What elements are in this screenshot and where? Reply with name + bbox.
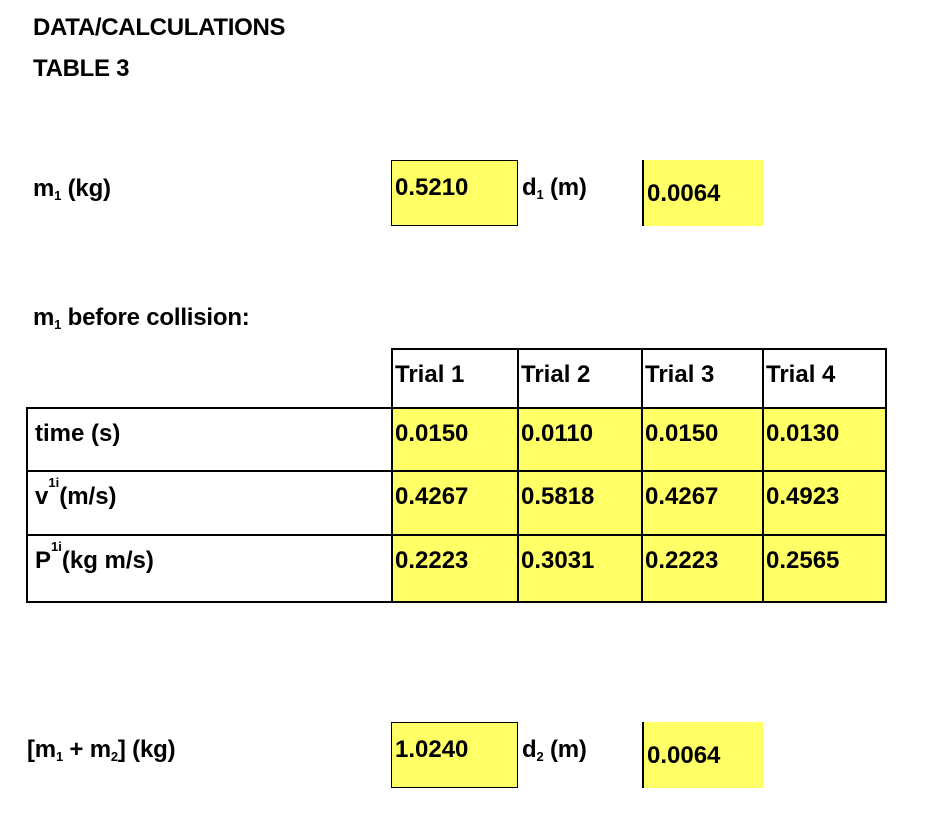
table-border-row-1 xyxy=(26,470,887,472)
d2-label: $d_2$ (m) xyxy=(522,736,587,764)
d1-value-cell[interactable] xyxy=(642,160,763,226)
momentum-trial-3[interactable]: 0.2223 xyxy=(642,535,763,602)
row-label-time: time (s) xyxy=(35,420,121,447)
page-title: DATA/CALCULATIONS xyxy=(33,14,286,41)
combined-mass-value: 1.0240 xyxy=(395,736,469,763)
table-border-top xyxy=(391,348,887,350)
time-trial-1[interactable]: 0.0150 xyxy=(392,408,518,471)
time-trial-4[interactable]: 0.0130 xyxy=(763,408,886,471)
table-border-right xyxy=(885,348,887,603)
row-label-momentum: P 1i (kg m/s) xyxy=(35,539,154,574)
velocity-trial-1[interactable]: 0.4267 xyxy=(392,471,518,535)
velocity-trial-3[interactable]: 0.4267 xyxy=(642,471,763,535)
table-border-row-2 xyxy=(26,534,887,536)
column-header-trial-2: Trial 2 xyxy=(521,361,591,388)
d1-label: $d_1$ (m) xyxy=(522,174,587,202)
table-border-header-bottom xyxy=(26,407,887,409)
section-label: $m_1$ before collision: xyxy=(33,304,250,332)
table-border-col-1 xyxy=(391,348,393,603)
time-trial-3[interactable]: 0.0150 xyxy=(642,408,763,471)
table-border-col-2 xyxy=(517,348,519,603)
column-header-trial-1: Trial 1 xyxy=(395,361,465,388)
velocity-trial-4[interactable]: 0.4923 xyxy=(763,471,886,535)
velocity-trial-2[interactable]: 0.5818 xyxy=(518,471,642,535)
table-border-left xyxy=(26,407,28,603)
table-number: TABLE 3 xyxy=(33,55,130,82)
d2-value: 0.0064 xyxy=(647,742,721,769)
combined-mass-label: $[m_1 + m_2]$ (kg) xyxy=(27,736,176,764)
momentum-trial-1[interactable]: 0.2223 xyxy=(392,535,518,602)
column-header-trial-3: Trial 3 xyxy=(645,361,715,388)
momentum-trial-2[interactable]: 0.3031 xyxy=(518,535,642,602)
momentum-trial-4[interactable]: 0.2565 xyxy=(763,535,886,602)
mass1-value: 0.5210 xyxy=(395,174,469,201)
table-border-col-4 xyxy=(762,348,764,603)
table-border-col-3 xyxy=(641,348,643,603)
time-trial-2[interactable]: 0.0110 xyxy=(518,408,642,471)
row-label-velocity: v 1i (m/s) xyxy=(35,475,117,510)
column-header-trial-4: Trial 4 xyxy=(766,361,836,388)
mass1-label: $m_1$ (kg) xyxy=(33,175,111,203)
d1-value: 0.0064 xyxy=(647,180,721,207)
mass1-value-cell[interactable] xyxy=(391,160,518,226)
d2-value-cell[interactable] xyxy=(642,722,763,788)
table-border-bottom xyxy=(26,601,887,603)
combined-mass-value-cell[interactable] xyxy=(391,722,518,788)
